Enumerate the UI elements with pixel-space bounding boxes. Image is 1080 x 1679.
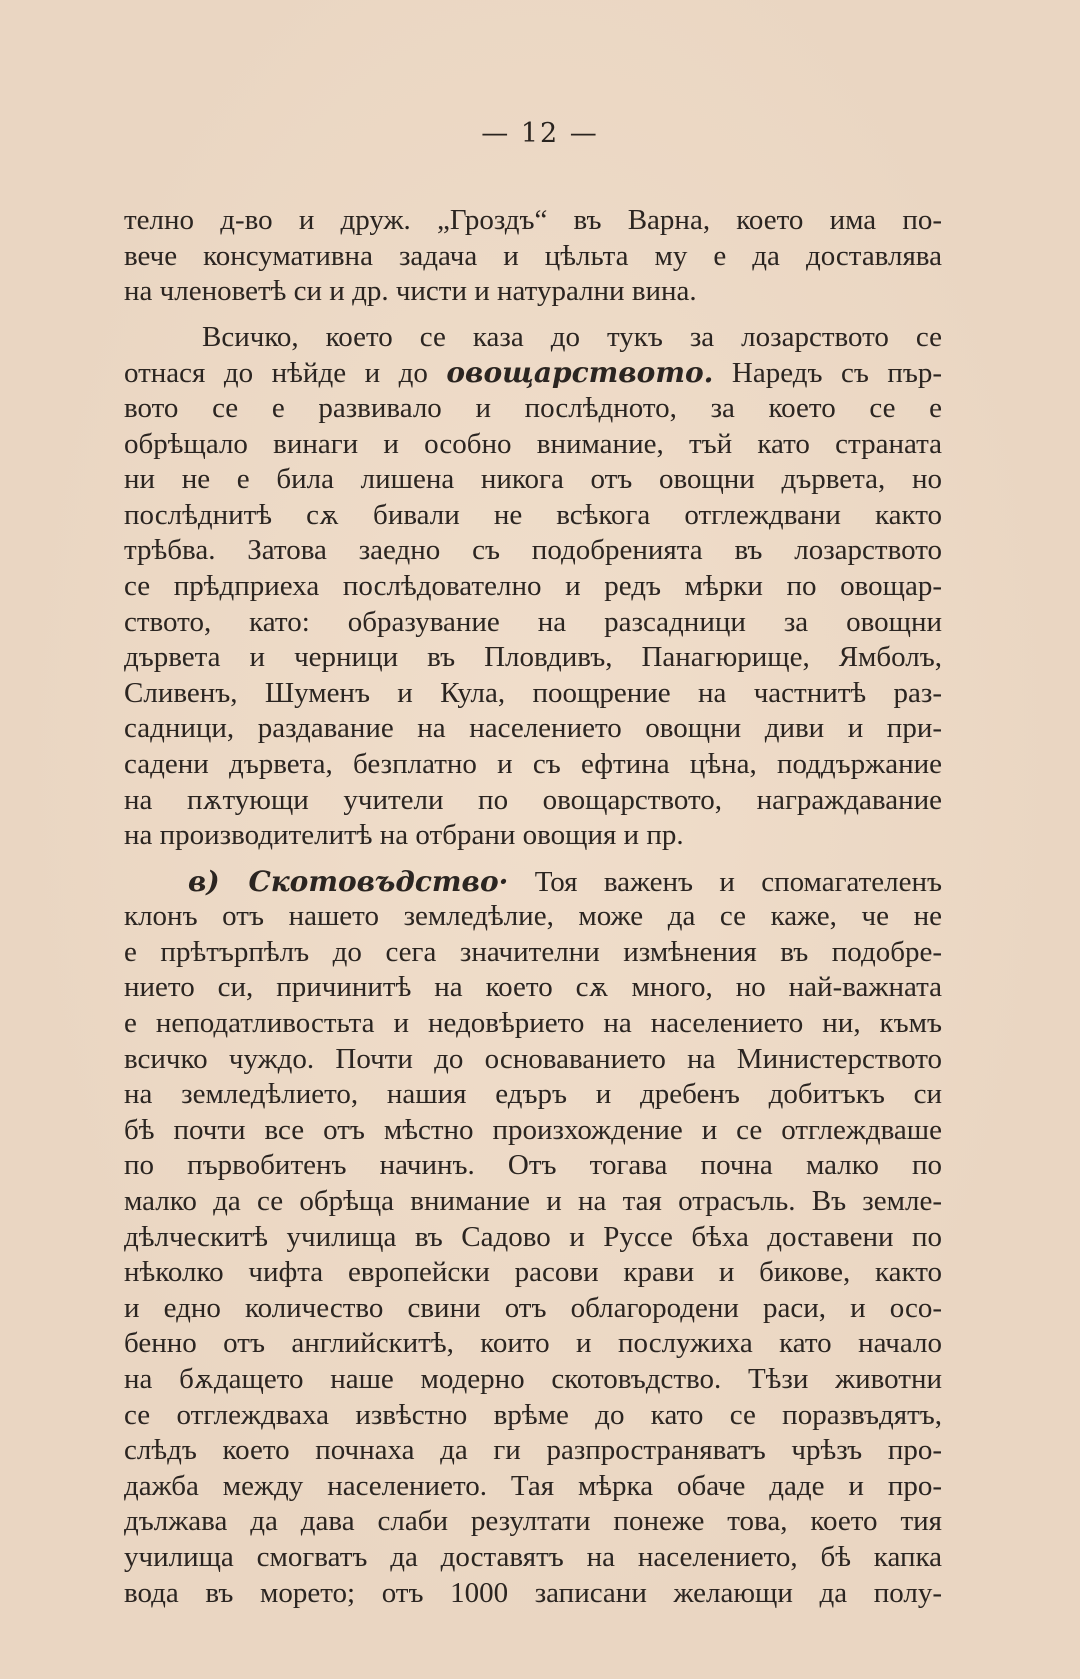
text-line: дървета и черници въ Пловдивъ, Панагюрище, Ямболъ, [124, 641, 942, 674]
paragraph [124, 203, 942, 310]
text-line [124, 355, 942, 391]
text-line: трѣбва. Затова заедно съ подобренията въ лозарството [124, 534, 942, 567]
text-line: бенно отъ английскитѣ, които и послужиха като начало [124, 1327, 942, 1360]
text-line: вода въ морето; отъ 1000 записани желающи да полу- [124, 1576, 942, 1609]
text-line: нѣколко чифта европейски расови крави и бикове, както [124, 1256, 942, 1289]
text-line: вече консумативна задача и цѣльта му е да доставлява [124, 239, 942, 272]
emphasized-term: в) Скотовъдство· [188, 864, 509, 898]
text-line: на пѫтующи учители по овощарството, награждавание [124, 783, 942, 816]
text-line: на членоветѣ си и др. чисти и натурални вина. [124, 275, 697, 308]
text-line: бѣ почти все отъ мѣстно произхождение и се отглеждваше [124, 1113, 942, 1146]
text-line: садени дървета, безплатно и съ ефтина цѣна, поддържание [124, 747, 942, 780]
paragraph [124, 864, 942, 1611]
text-line: садници, раздавание на населението овощни диви и при- [124, 712, 942, 745]
text-line: всичко чуждо. Почти до основаванието на Министерството [124, 1042, 942, 1075]
text-line: на земледѣлието, нашия едъръ и дребенъ добитъкъ си [124, 1078, 942, 1111]
text-line: клонъ отъ нашето земледѣлие, може да се каже, че не [124, 900, 942, 933]
text-run: отнася до нѣйде и до [124, 357, 447, 390]
text-line: дължава да дава слаби резултати понеже това, което тия [124, 1505, 942, 1538]
text-line: е прѣтърпѣлъ до сега значителни измѣнения въ подобре- [124, 935, 942, 968]
text-line: нието си, причинитѣ на което сѫ много, но най-важната [124, 971, 942, 1004]
text-line: на бѫдащето наше модерно скотовъдство. Тѣзи животни [124, 1363, 942, 1395]
text-line [124, 864, 942, 900]
text-line: на производителитѣ на отбрани овощия и пр. [124, 819, 684, 852]
body-text [124, 203, 942, 1611]
text-line: е неподатливостьта и недовѣрието на населението ни, къмъ [124, 1007, 942, 1040]
text-run: Тоя важенъ и спомагателенъ [508, 865, 942, 898]
page-number: — 12 — [481, 118, 599, 149]
text-line: дажба между населението. Тая мѣрка обаче даде и про- [124, 1469, 942, 1502]
text-line: вото се е развивало и послѣдното, за което се е [124, 391, 942, 424]
text-line: телно д-во и друж. „Гроздъ“ въ Варна, което има по- [124, 204, 942, 236]
paragraph-gap [124, 854, 942, 864]
text-line: малко да се обрѣща внимание и на тая отрасъль. Въ земле- [124, 1185, 942, 1218]
text-line: Сливенъ, Шуменъ и Кула, поощрение на частнитѣ раз- [124, 676, 942, 709]
paragraph [124, 320, 942, 854]
text-line: обрѣщало винаги и особно внимание, тъй като страната [124, 427, 942, 460]
text-line: се отглеждваха извѣстно врѣме до като се поразвъдятъ, [124, 1398, 942, 1431]
text-line: дѣлческитѣ училища въ Садово и Руссе бѣха доставени по [124, 1220, 942, 1253]
paragraph-gap [124, 310, 942, 320]
text-line: по първобитенъ начинъ. Отъ тогава почна малко по [124, 1149, 942, 1182]
text-line: Всичко, което се каза до тукъ за лозарството се [202, 320, 942, 353]
text-line: послѣднитѣ сѫ бивали не всѣкога отглеждвани както [124, 498, 942, 531]
text-line: ни не е била лишена никога отъ овощни дървета, но [124, 463, 942, 496]
text-line: се прѣдприеха послѣдователно и редъ мѣрки по овощар- [124, 569, 942, 602]
emphasized-term: овощарството. [446, 356, 714, 390]
text-line: училища смогватъ да доставятъ на населението, бѣ капка [124, 1540, 942, 1573]
text-run: Наредъ съ пър- [713, 357, 942, 390]
text-line: ството, като: образувание на разсадници за овощни [124, 605, 942, 638]
text-line: и едно количество свини отъ облагородени раси, и осо- [124, 1291, 942, 1324]
text-line: слѣдъ което почнаха да ги разпространяватъ чрѣзъ про- [124, 1434, 942, 1467]
